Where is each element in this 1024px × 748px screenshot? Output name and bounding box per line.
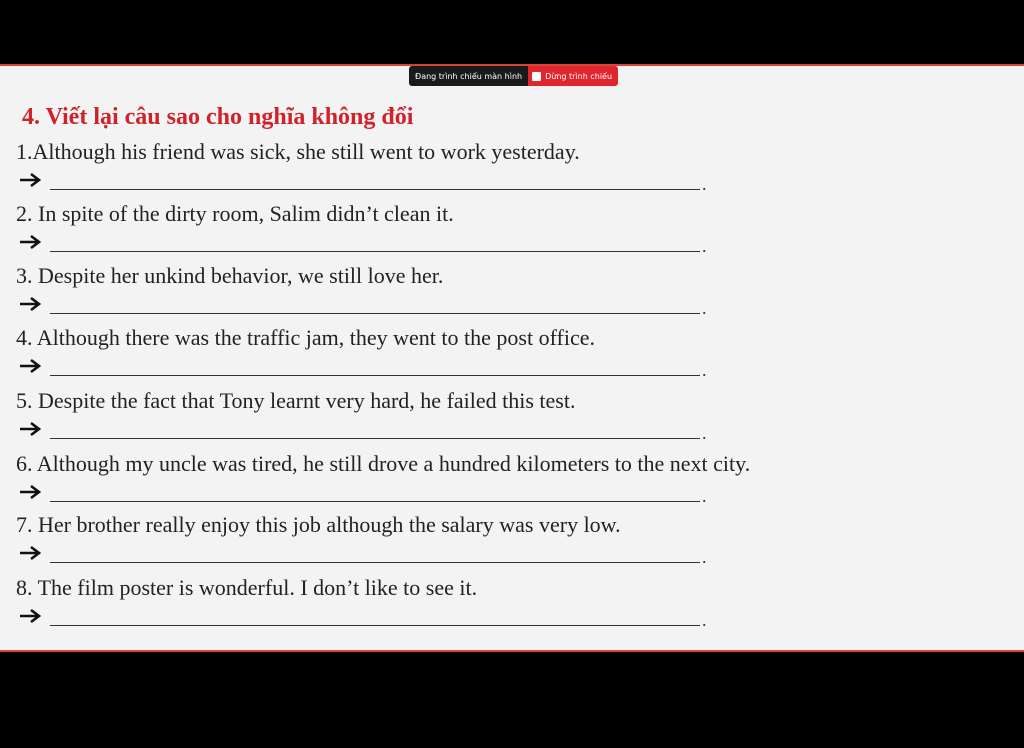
answer-row xyxy=(16,416,736,450)
answer-row xyxy=(16,603,736,637)
right-arrow-icon xyxy=(18,357,44,375)
answer-blank-line[interactable] xyxy=(50,189,700,190)
answer-row xyxy=(16,540,736,574)
answer-blank-line[interactable] xyxy=(50,251,700,252)
exercise-item xyxy=(0,325,1024,387)
right-arrow-icon xyxy=(18,171,44,189)
sentence-period: . xyxy=(702,360,707,380)
answer-blank-line[interactable] xyxy=(50,438,700,439)
answer-blank-line[interactable] xyxy=(50,375,700,376)
answer-row xyxy=(16,479,736,513)
sentence-period: . xyxy=(702,610,707,630)
exercise-item xyxy=(0,388,1024,450)
sentence-period: . xyxy=(702,547,707,567)
sentence-period: . xyxy=(702,486,707,506)
sentence-period: . xyxy=(702,423,707,443)
exercise-item xyxy=(0,139,1024,201)
exercise-item xyxy=(0,451,1024,513)
sentence-period: . xyxy=(702,174,707,194)
right-arrow-icon xyxy=(18,295,44,313)
exercise-sentence: 7. Her brother really enjoy this job although the salary was very low. xyxy=(16,512,621,537)
stop-sharing-label: Dừng trình chiếu xyxy=(545,71,613,81)
answer-blank-line[interactable] xyxy=(50,501,700,502)
sentence-period: . xyxy=(702,298,707,318)
exercise-sentence: 6. Although my uncle was tired, he still drove a hundred kilometers to the next city. xyxy=(16,451,751,476)
answer-blank-line[interactable] xyxy=(50,562,700,563)
right-arrow-icon xyxy=(18,233,44,251)
exercise-sentence: 8. The film poster is wonderful. I don’t like to see it. xyxy=(16,575,478,600)
presentation-slide xyxy=(0,64,1024,652)
exercise-sentence: 2. In spite of the dirty room, Salim didn’t clean it. xyxy=(16,201,454,226)
exercise-sentence: 4. Although there was the traffic jam, they went to the post office. xyxy=(16,325,595,350)
exercise-item xyxy=(0,512,1024,574)
sentence-period: . xyxy=(702,236,707,256)
exercise-sentence: 3. Despite her unkind behavior, we still love her. xyxy=(16,263,444,288)
answer-blank-line[interactable] xyxy=(50,625,700,626)
exercise-sentence: 1.Although his friend was sick, she still went to work yesterday. xyxy=(16,139,580,164)
right-arrow-icon xyxy=(18,544,44,562)
exercise-sentence: 5. Despite the fact that Tony learnt very hard, he failed this test. xyxy=(16,388,576,413)
right-arrow-icon xyxy=(18,607,44,625)
answer-row xyxy=(16,291,736,325)
answer-row xyxy=(16,353,736,387)
screen-share-toolbar xyxy=(409,66,618,86)
exercise-title: 4. Viết lại câu sao cho nghĩa không đổi xyxy=(22,104,414,130)
stop-square-icon xyxy=(532,72,541,81)
exercise-item xyxy=(0,575,1024,637)
exercise-item xyxy=(0,263,1024,325)
answer-row xyxy=(16,229,736,263)
sharing-status-label: Đang trình chiếu màn hình xyxy=(409,66,528,86)
stop-sharing-button[interactable] xyxy=(528,66,618,86)
answer-row xyxy=(16,167,736,201)
right-arrow-icon xyxy=(18,483,44,501)
right-arrow-icon xyxy=(18,420,44,438)
exercise-item xyxy=(0,201,1024,263)
answer-blank-line[interactable] xyxy=(50,313,700,314)
